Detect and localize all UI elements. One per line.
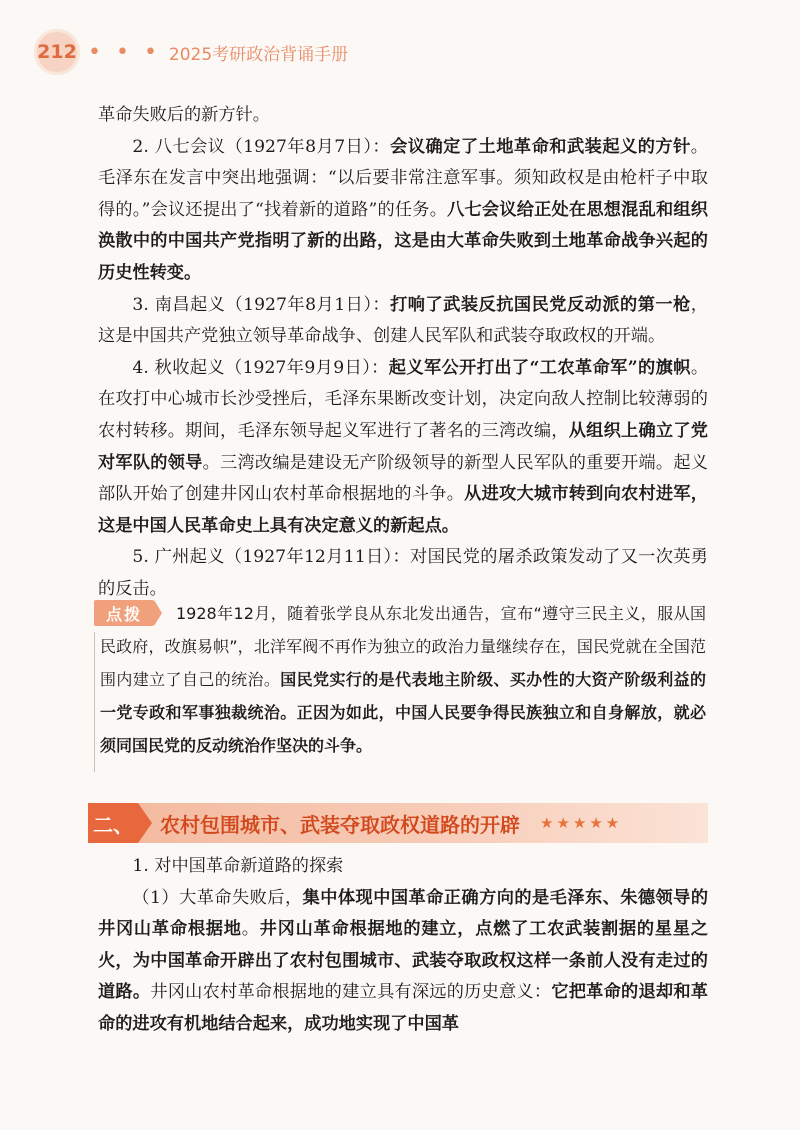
sub-heading: 1. 对中国革命新道路的探索: [132, 856, 344, 876]
paragraph-guangzhou-uprising: 5. 广州起义（1927年12月11日）：对国民党的屠杀政策发动了又一次英勇的反击。: [98, 547, 708, 599]
page-header: [34, 30, 348, 74]
tip-tag: 点拨: [94, 600, 154, 626]
item-heading: 3. 南昌起义（1927年8月1日）：: [132, 294, 391, 315]
section-2-text: [98, 851, 708, 1041]
key-point: 八七会议给正处在思想混乱和组织涣散中的中国共产党指明了新的出路，这是由大革命失败到土地革命战争兴起的历史性转变。: [98, 199, 708, 283]
item-heading: 4. 秋收起义（1927年9月9日）：: [132, 357, 389, 378]
item-heading: 2. 八七会议（1927年8月7日）：: [132, 136, 391, 157]
section-number: 二、: [88, 803, 138, 843]
book-title: 2025考研政治背诵手册: [168, 44, 349, 65]
key-point: 集中体现中国革命正确方向的是毛泽东、朱德领导的井冈山革命根据地: [98, 887, 709, 940]
key-point: 国民党实行的是代表地主阶级、买办性的大资产阶级利益的一党专政和军事独裁统治。正因为如此，中国人民要争得民族独立和自身解放，就必须同国民党的反动统治作坚决的斗争。: [100, 670, 706, 755]
key-point: 打响了武装反抗国民党反动派的第一枪: [390, 294, 691, 315]
item-heading: 5. 广州起义（1927年12月11日）：: [132, 547, 411, 568]
key-point: 会议确定了土地革命和武装起义的方针: [390, 136, 691, 157]
page-number-badge: 212: [34, 29, 80, 75]
section-title: 农村包围城市、武装夺取政权道路的开辟: [160, 812, 520, 837]
paragraph-jinggangshan: （1）大革命失败后，集中体现中国革命正确方向的是毛泽东、朱德领导的井冈山革命根据地。井冈山革命根据地的建立，点燃了工农武装割据的星星之火，为中国革命开辟出了农村包围城市、武装夺取政权这样一条前人没有走过的道路。井冈山农村革命根据地的建立具有深远的历史意义：它把革命的退却和革命的进攻有机地结合起来，成功地实现了中国革: [98, 887, 709, 1034]
section-1-text: [98, 100, 708, 606]
header-dots: • • •: [88, 39, 161, 65]
paragraph-0: 革命失败后的新方针。: [98, 105, 270, 125]
paragraph-autumn-harvest-uprising: 4. 秋收起义（1927年9月9日）：起义军公开打出了“工农革命军”的旗帜。在攻打中心城市长沙受挫后，毛泽东果断改变计划，决定向敌人控制比较薄弱的农村转移。期间，毛泽东领导起义军进行了著名的三湾改编，从组织上确立了党对军队的领导。三湾改编是建设无产阶级领导的新型人民军队的重要开端。起义部队开始了创建井冈山农村革命根据地的斗争。从进攻大城市转到向农村进军，这是中国人民革命史上具有决定意义的新起点。: [98, 357, 709, 536]
key-point: 从组织上确立了党对军队的领导: [98, 420, 708, 473]
paragraph-august-7-meeting: 2. 八七会议（1927年8月7日）：会议确定了土地革命和武装起义的方针。毛泽东在发言中突出地强调：“以后要非常注意军事。须知政权是由枪杆子中取得的。”会议还提出了“找着新的道路”的任务。八七会议给正处在思想混乱和组织涣散中的中国共产党指明了新的出路，这是由大革命失败到土地革命战争兴起的历史性转变。: [98, 136, 708, 283]
tip-rule: [94, 632, 95, 772]
key-point: 从进攻大城市转到向农村进军，这是中国人民革命史上具有决定意义的新起点。: [98, 484, 708, 536]
section-banner: [88, 803, 708, 843]
importance-stars: ★★★★★: [540, 814, 623, 832]
item-heading: （1）大革命失败后，: [132, 887, 303, 908]
paragraph-nanchang-uprising: 3. 南昌起义（1927年8月1日）：打响了武装反抗国民党反动派的第一枪，这是中国共产党独立领导革命战争、创建人民军队和武装夺取政权的开端。: [98, 294, 708, 347]
tip-box: [86, 596, 710, 782]
key-point: 起义军公开打出了“工农革命军”的旗帜: [388, 357, 691, 378]
key-point: 井冈山革命根据地的建立，点燃了工农武装割据的星星之火，为中国革命开辟出了农村包围城市、武装夺取政权这样一条前人没有走过的道路。: [98, 919, 708, 1003]
tip-text: 1928年12月，随着张学良从东北发出通告，宣布“遵守三民主义，服从国民政府，改旗易帜”，北洋军阀不再作为独立的政治力量继续存在，国民党就在全国范围内建立了自己的统治。国民党实行的是代表地主阶级、买办性的大资产阶级利益的一党专政和军事独裁统治。正因为如此，中国人民要争得民族独立和自身解放，就必须同国民党的反动统治作坚决的斗争。: [100, 604, 706, 755]
key-point: 它把革命的退却和革命的进攻有机地结合起来，成功地实现了中国革: [98, 982, 708, 1034]
